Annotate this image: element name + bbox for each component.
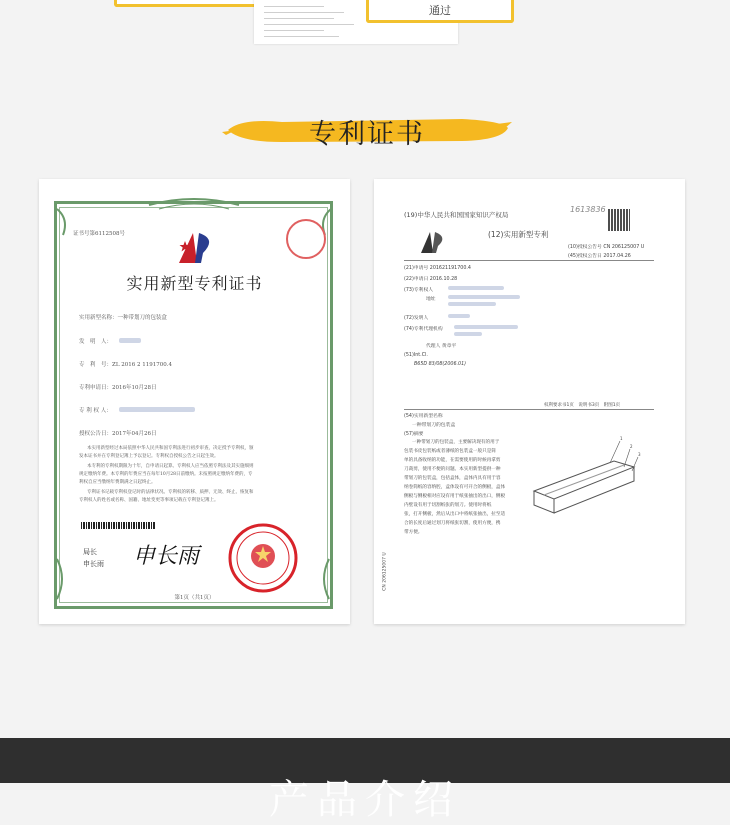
field-51-class: B65D 83/08(2006.01) bbox=[414, 362, 467, 367]
field-57: (57)摘要 bbox=[404, 432, 424, 437]
field-73: (73)专利权人 bbox=[404, 288, 434, 293]
previous-card-right bbox=[366, 0, 514, 23]
header-line1: (19)中华人民共和国国家知识产权局 bbox=[404, 211, 509, 219]
cnipa-logo bbox=[418, 229, 448, 255]
cnipa-logo bbox=[173, 227, 221, 267]
redacted-text bbox=[454, 325, 518, 329]
signer-name: 申长雨 bbox=[83, 560, 104, 568]
page-counts: 权利要求书1页 说明书3页 附图1页 bbox=[544, 403, 621, 408]
handwritten-number: 1613836 bbox=[570, 205, 606, 214]
redacted-text bbox=[119, 338, 141, 343]
patent-certificate-image: 证书号第6112508号 实用新型专利证书 实用新型名称：一种带划刀的包装盒 发 明 人： 专 利 号：ZL 2016 2 1191700.4 专利申请日：2016年10月28日 专 利 权 人： 授权公告日：2017年04月26日 本实用新型经过本局依照中华人民共和国专利法进行初步审查，决定授予专利权，颁 发本证书并在专利登记簿上予以登记。专利权自授权公告之日起生效。 本专利的专利权期限为十年，自申请日起算。专利权人应当依照专利法及其实施细则 规定缴纳年费。本专利的年费应当在每年10月28日前缴纳。未按照规定缴纳年费的，专 利权自应当缴纳年费期满之日起终止。 专利证书记载专利权登记时的法律状况。专利权的转移、质押、无效、终止、恢复和 专利权人的姓名或名称、国籍、地址变更等事项记载在专利登记簿上。 局长 申长雨 申长雨 第1页（共1页） bbox=[39, 179, 350, 624]
redacted-text bbox=[448, 302, 496, 306]
section-heading bbox=[222, 110, 512, 150]
redacted-text bbox=[448, 295, 520, 299]
field-74-agent: 代理人 黄章平 bbox=[426, 344, 457, 349]
qr-code bbox=[608, 209, 630, 231]
figure-label: 3 bbox=[638, 452, 641, 457]
red-stamp-small bbox=[286, 219, 326, 259]
field-72: (72)发明人 bbox=[404, 316, 429, 321]
field-utility-name: 实用新型名称：一种带划刀的包装盒 bbox=[79, 315, 168, 321]
previous-card-text: 通过 bbox=[429, 4, 451, 17]
field-51: (51)Int.Cl. bbox=[404, 353, 428, 358]
field-74: (74)专利代理机构 bbox=[404, 327, 443, 332]
field-73-address: 地址 bbox=[426, 297, 436, 302]
section-title: 专利证书 bbox=[309, 119, 425, 150]
next-section-banner bbox=[0, 738, 730, 823]
figure-label: 2 bbox=[630, 444, 633, 449]
next-section-title: 产品介绍 bbox=[269, 777, 461, 823]
figure-label: 1 bbox=[620, 436, 623, 441]
certificate-number: 证书号第6112508号 bbox=[73, 231, 125, 237]
field-grant-date: 授权公告日：2017年04月26日 bbox=[79, 431, 157, 437]
side-publication-code: CN 206125007 U bbox=[382, 552, 388, 591]
redacted-text bbox=[119, 407, 195, 412]
redacted-text bbox=[448, 314, 470, 318]
patent-publication-image: (19)中华人民共和国国家知识产权局 1613836 (12)实用新型专利 (10)授权公告号 CN 206125007 U (45)授权公告日 2017.04.26 (21)申请号 201621191700.4 (22)申请日 2016.10.28 (73)专利权人 地址 (72)发明人 (74)专利代理机构 代理人 黄章平 (51)Int.Cl. B65D 83/08(2006.01) 权利要求书1页 说明书3页 附图1页 (54)实用新型名称 一种带划刀的包装盒 (57)摘要 一种带划刀的包装盒，主要解决现有的用于 包装书皮包装纸或者薄纸的包装盒一般只是简 单的具备收纳的功能，在需要使用的时候再拿剪 刀裁剪，使用不便的问题。本实用新型提供一种 带划刀的包装盒，包括盒体，盒体内具有用于容 纳卷筒纸的容纳腔，盒体设有可开合的侧板，盒体 侧板与侧板相对应设有用于纸张抽出的出口，侧板 内壁设有用于切割纸张的划刀。使用时将纸 张，打开侧板，然后从出口中将纸张抽出，拉至适 合的长度后通过划刀将纸张切割，使用方便，携 带方便。 1 2 3 CN 206125007 U bbox=[374, 179, 685, 624]
patent-drawing bbox=[524, 431, 644, 531]
redacted-text bbox=[448, 286, 504, 290]
barcode bbox=[81, 522, 155, 529]
handwritten-signature: 申长雨 bbox=[133, 544, 200, 569]
signer-role: 局长 bbox=[83, 548, 97, 556]
redacted-text bbox=[454, 332, 482, 336]
previous-section-remnant bbox=[0, 0, 730, 50]
field-54: (54)实用新型名称 bbox=[404, 414, 443, 419]
publication-number: (10)授权公告号 CN 206125007 U bbox=[568, 245, 645, 250]
field-apply-date: 专利申请日：2016年10月28日 bbox=[79, 385, 157, 391]
field-21: (21)申请号 201621191700.4 bbox=[404, 266, 471, 271]
certificate-title: 实用新型专利证书 bbox=[126, 274, 263, 293]
field-inventor: 发 明 人： bbox=[79, 339, 113, 345]
field-owner: 专 利 权 人： bbox=[79, 408, 112, 414]
field-22: (22)申请日 2016.10.28 bbox=[404, 277, 458, 282]
official-red-seal bbox=[227, 522, 299, 594]
document-type: (12)实用新型专利 bbox=[488, 230, 549, 239]
field-54-name: 一种带划刀的包装盒 bbox=[412, 423, 456, 428]
publication-date: (45)授权公告日 2017.04.26 bbox=[568, 254, 631, 259]
field-patent-number: 专 利 号：ZL 2016 2 1191700.4 bbox=[79, 362, 172, 368]
page-number: 第1页（共1页） bbox=[174, 595, 215, 601]
